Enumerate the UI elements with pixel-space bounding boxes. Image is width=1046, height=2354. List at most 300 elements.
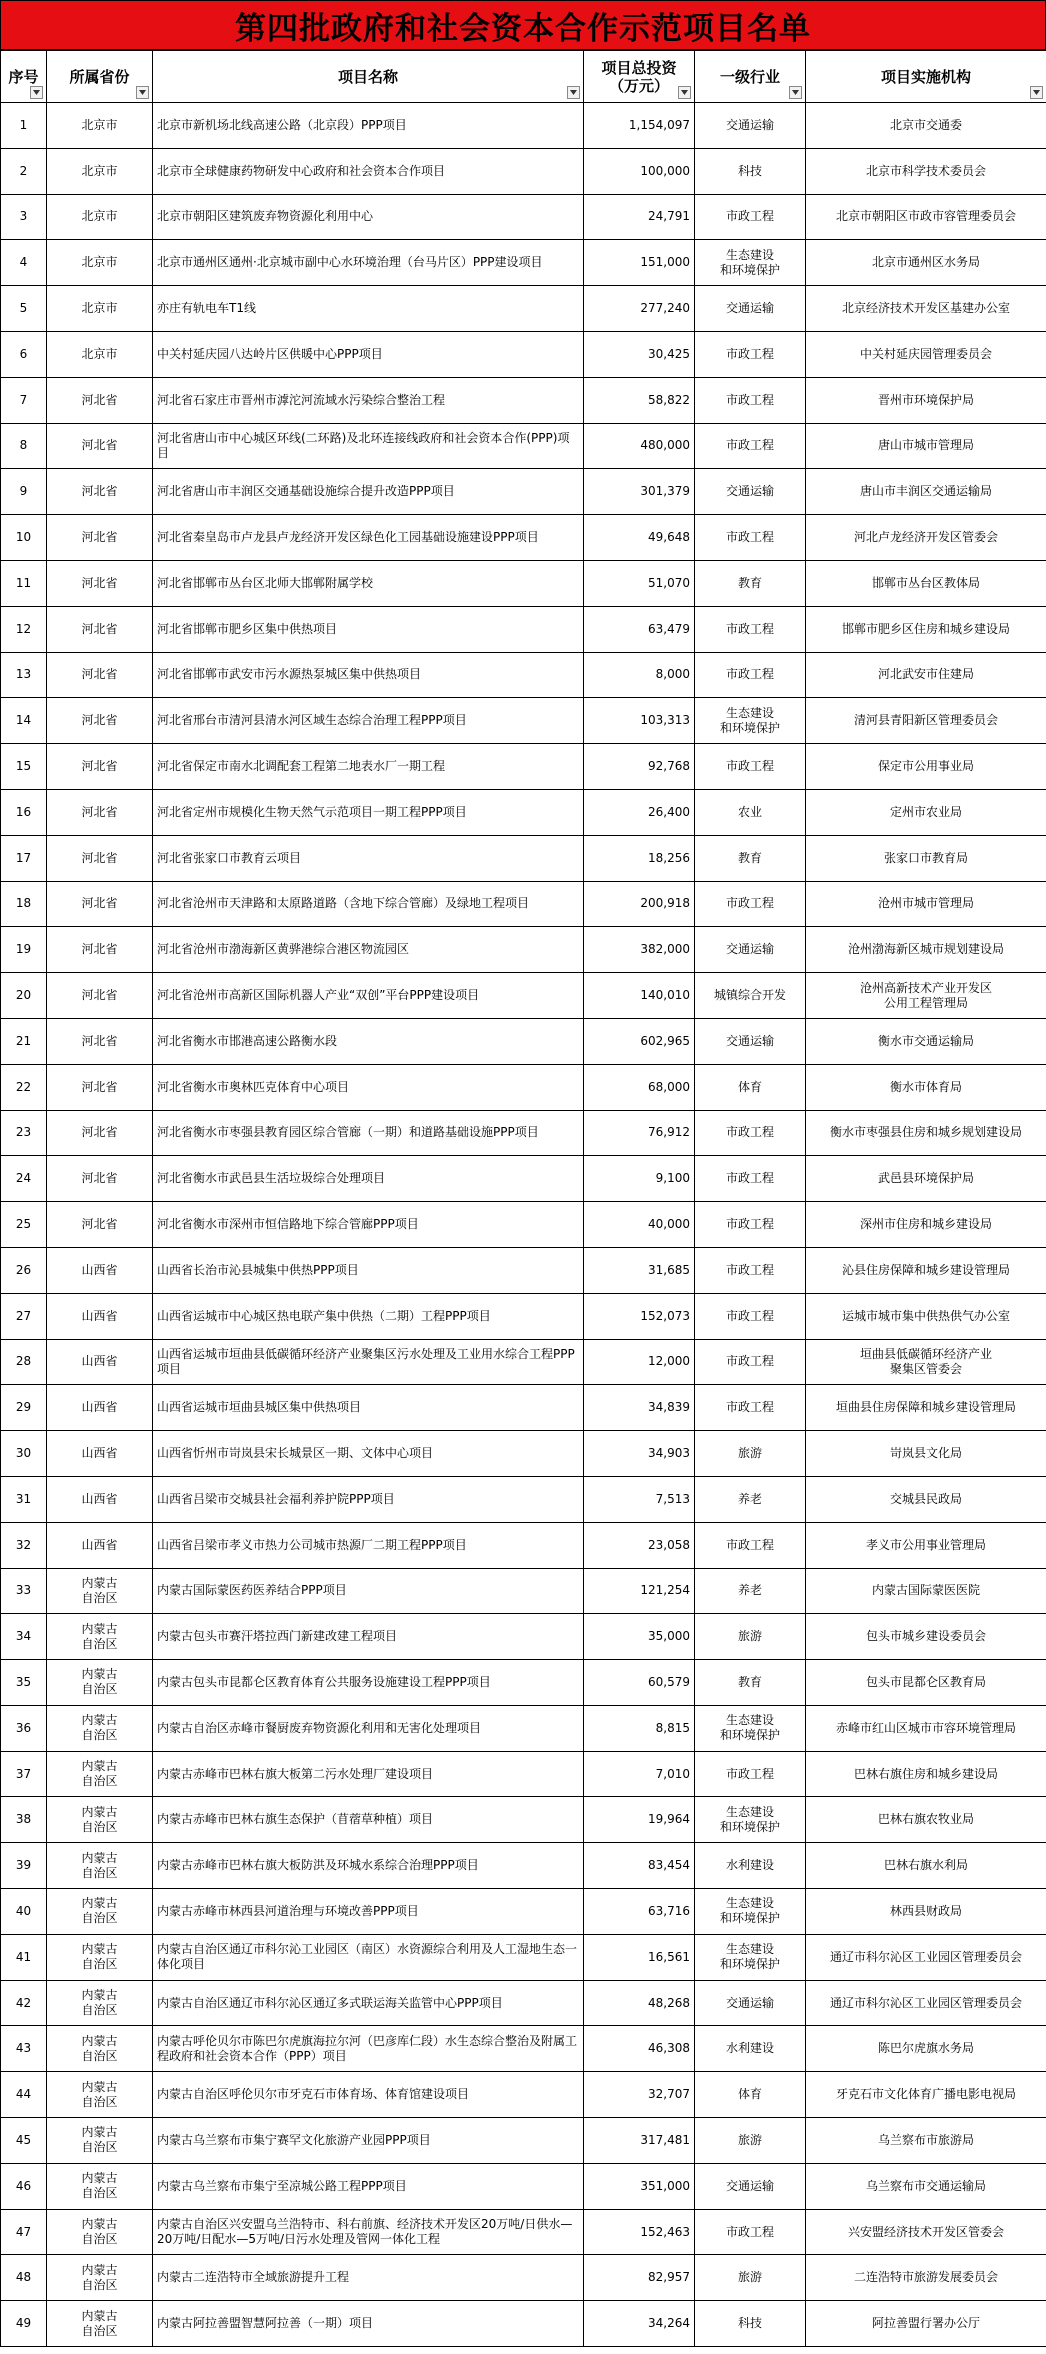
cell-organization[interactable]: 北京市朝阳区市政市容管理委员会: [806, 194, 1046, 240]
cell-organization[interactable]: 陈巴尔虎旗水务局: [806, 2026, 1046, 2072]
cell-investment[interactable]: 48,268: [584, 1980, 695, 2026]
cell-industry[interactable]: 体育: [695, 2072, 806, 2118]
cell-industry[interactable]: 市政工程: [695, 331, 806, 377]
cell-seq[interactable]: 42: [1, 1980, 47, 2026]
cell-industry[interactable]: 交通运输: [695, 2163, 806, 2209]
cell-project-name[interactable]: 北京市全球健康药物研发中心政府和社会资本合作项目: [153, 148, 584, 194]
cell-organization[interactable]: 邯郸市肥乡区住房和城乡建设局: [806, 606, 1046, 652]
cell-organization[interactable]: 张家口市教育局: [806, 835, 1046, 881]
cell-project-name[interactable]: 河北省张家口市教育云项目: [153, 835, 584, 881]
cell-province[interactable]: 山西省: [47, 1385, 153, 1431]
cell-industry[interactable]: 交通运输: [695, 469, 806, 515]
cell-investment[interactable]: 83,454: [584, 1843, 695, 1889]
cell-organization[interactable]: 衡水市枣强县住房和城乡规划建设局: [806, 1110, 1046, 1156]
cell-industry[interactable]: 生态建设 和环境保护: [695, 240, 806, 286]
cell-organization[interactable]: 阿拉善盟行署办公厅: [806, 2301, 1046, 2347]
cell-organization[interactable]: 交城县民政局: [806, 1476, 1046, 1522]
cell-investment[interactable]: 103,313: [584, 698, 695, 744]
cell-seq[interactable]: 17: [1, 835, 47, 881]
cell-province[interactable]: 北京市: [47, 331, 153, 377]
cell-project-name[interactable]: 内蒙古乌兰察布市集宁赛罕文化旅游产业园PPP项目: [153, 2118, 584, 2164]
cell-province[interactable]: 内蒙古 自治区: [47, 1980, 153, 2026]
cell-province[interactable]: 河北省: [47, 1202, 153, 1248]
cell-organization[interactable]: 河北武安市住建局: [806, 652, 1046, 698]
cell-province[interactable]: 河北省: [47, 698, 153, 744]
cell-province[interactable]: 河北省: [47, 744, 153, 790]
cell-project-name[interactable]: 河北省沧州市渤海新区黄骅港综合港区物流园区: [153, 927, 584, 973]
cell-province[interactable]: 内蒙古 自治区: [47, 1889, 153, 1935]
cell-project-name[interactable]: 内蒙古赤峰市巴林右旗生态保护（苜蓿草种植）项目: [153, 1797, 584, 1843]
cell-seq[interactable]: 24: [1, 1156, 47, 1202]
cell-province[interactable]: 山西省: [47, 1247, 153, 1293]
cell-organization[interactable]: 沁县住房保障和城乡建设管理局: [806, 1247, 1046, 1293]
cell-investment[interactable]: 30,425: [584, 331, 695, 377]
cell-industry[interactable]: 农业: [695, 789, 806, 835]
cell-seq[interactable]: 6: [1, 331, 47, 377]
cell-organization[interactable]: 沧州市城市管理局: [806, 881, 1046, 927]
cell-industry[interactable]: 交通运输: [695, 1018, 806, 1064]
cell-organization[interactable]: 巴林右旗农牧业局: [806, 1797, 1046, 1843]
filter-dropdown-icon[interactable]: [136, 86, 149, 99]
cell-investment[interactable]: 480,000: [584, 423, 695, 469]
cell-province[interactable]: 内蒙古 自治区: [47, 1797, 153, 1843]
cell-industry[interactable]: 市政工程: [695, 652, 806, 698]
cell-province[interactable]: 山西省: [47, 1431, 153, 1477]
cell-organization[interactable]: 武邑县环境保护局: [806, 1156, 1046, 1202]
cell-industry[interactable]: 市政工程: [695, 1339, 806, 1385]
cell-project-name[interactable]: 内蒙古赤峰市巴林右旗大板防洪及环城水系综合治理PPP项目: [153, 1843, 584, 1889]
cell-project-name[interactable]: 河北省邯郸市丛台区北师大邯郸附属学校: [153, 560, 584, 606]
cell-investment[interactable]: 32,707: [584, 2072, 695, 2118]
cell-investment[interactable]: 121,254: [584, 1568, 695, 1614]
cell-project-name[interactable]: 内蒙古赤峰市林西县河道治理与环境改善PPP项目: [153, 1889, 584, 1935]
cell-organization[interactable]: 北京市科学技术委员会: [806, 148, 1046, 194]
cell-project-name[interactable]: 内蒙古自治区通辽市科尔沁工业园区（南区）水资源综合利用及人工湿地生态一体化项目: [153, 1934, 584, 1980]
cell-project-name[interactable]: 河北省定州市规模化生物天然气示范项目一期工程PPP项目: [153, 789, 584, 835]
filter-dropdown-icon[interactable]: [30, 86, 43, 99]
cell-province[interactable]: 山西省: [47, 1339, 153, 1385]
cell-project-name[interactable]: 河北省邯郸市肥乡区集中供热项目: [153, 606, 584, 652]
cell-organization[interactable]: 林西县财政局: [806, 1889, 1046, 1935]
cell-seq[interactable]: 9: [1, 469, 47, 515]
cell-project-name[interactable]: 山西省吕梁市孝义市热力公司城市热源厂二期工程PPP项目: [153, 1522, 584, 1568]
cell-organization[interactable]: 垣曲县低碳循环经济产业 聚集区管委会: [806, 1339, 1046, 1385]
cell-seq[interactable]: 30: [1, 1431, 47, 1477]
cell-investment[interactable]: 152,463: [584, 2209, 695, 2255]
filter-dropdown-icon[interactable]: [567, 86, 580, 99]
cell-investment[interactable]: 31,685: [584, 1247, 695, 1293]
cell-seq[interactable]: 38: [1, 1797, 47, 1843]
cell-province[interactable]: 河北省: [47, 973, 153, 1019]
cell-province[interactable]: 北京市: [47, 286, 153, 332]
cell-project-name[interactable]: 河北省沧州市天津路和太原路道路（含地下综合管廊）及绿地工程项目: [153, 881, 584, 927]
cell-organization[interactable]: 保定市公用事业局: [806, 744, 1046, 790]
cell-organization[interactable]: 沧州高新技术产业开发区 公用工程管理局: [806, 973, 1046, 1019]
cell-industry[interactable]: 养老: [695, 1476, 806, 1522]
cell-province[interactable]: 河北省: [47, 515, 153, 561]
cell-seq[interactable]: 41: [1, 1934, 47, 1980]
cell-organization[interactable]: 垣曲县住房保障和城乡建设管理局: [806, 1385, 1046, 1431]
cell-project-name[interactable]: 山西省吕梁市交城县社会福利养护院PPP项目: [153, 1476, 584, 1522]
cell-organization[interactable]: 清河县青阳新区管理委员会: [806, 698, 1046, 744]
cell-industry[interactable]: 市政工程: [695, 377, 806, 423]
cell-organization[interactable]: 巴林右旗水利局: [806, 1843, 1046, 1889]
cell-industry[interactable]: 教育: [695, 835, 806, 881]
cell-industry[interactable]: 市政工程: [695, 1110, 806, 1156]
cell-seq[interactable]: 26: [1, 1247, 47, 1293]
filter-dropdown-icon[interactable]: [789, 86, 802, 99]
cell-organization[interactable]: 内蒙古国际蒙医医院: [806, 1568, 1046, 1614]
cell-project-name[interactable]: 内蒙古自治区兴安盟乌兰浩特市、科右前旗、经济技术开发区20万吨/日供水—20万吨/日配水—5万吨/日污水处理及管网一体化工程: [153, 2209, 584, 2255]
cell-investment[interactable]: 140,010: [584, 973, 695, 1019]
cell-investment[interactable]: 26,400: [584, 789, 695, 835]
cell-organization[interactable]: 晋州市环境保护局: [806, 377, 1046, 423]
cell-investment[interactable]: 23,058: [584, 1522, 695, 1568]
cell-industry[interactable]: 市政工程: [695, 423, 806, 469]
cell-industry[interactable]: 市政工程: [695, 1751, 806, 1797]
cell-province[interactable]: 内蒙古 自治区: [47, 2301, 153, 2347]
cell-province[interactable]: 河北省: [47, 789, 153, 835]
cell-seq[interactable]: 23: [1, 1110, 47, 1156]
cell-province[interactable]: 内蒙古 自治区: [47, 2118, 153, 2164]
cell-investment[interactable]: 1,154,097: [584, 103, 695, 149]
cell-province[interactable]: 内蒙古 自治区: [47, 1843, 153, 1889]
cell-seq[interactable]: 33: [1, 1568, 47, 1614]
cell-seq[interactable]: 44: [1, 2072, 47, 2118]
cell-organization[interactable]: 北京市通州区水务局: [806, 240, 1046, 286]
cell-industry[interactable]: 水利建设: [695, 2026, 806, 2072]
cell-seq[interactable]: 49: [1, 2301, 47, 2347]
cell-province[interactable]: 内蒙古 自治区: [47, 2163, 153, 2209]
cell-industry[interactable]: 市政工程: [695, 744, 806, 790]
cell-industry[interactable]: 市政工程: [695, 1522, 806, 1568]
cell-investment[interactable]: 16,561: [584, 1934, 695, 1980]
cell-industry[interactable]: 科技: [695, 148, 806, 194]
cell-project-name[interactable]: 河北省秦皇岛市卢龙县卢龙经济开发区绿色化工园基础设施建设PPP项目: [153, 515, 584, 561]
cell-investment[interactable]: 12,000: [584, 1339, 695, 1385]
cell-investment[interactable]: 58,822: [584, 377, 695, 423]
cell-investment[interactable]: 8,000: [584, 652, 695, 698]
cell-project-name[interactable]: 北京市朝阳区建筑废弃物资源化利用中心: [153, 194, 584, 240]
cell-investment[interactable]: 8,815: [584, 1705, 695, 1751]
cell-organization[interactable]: 衡水市体育局: [806, 1064, 1046, 1110]
cell-seq[interactable]: 11: [1, 560, 47, 606]
cell-province[interactable]: 内蒙古 自治区: [47, 1705, 153, 1751]
cell-seq[interactable]: 13: [1, 652, 47, 698]
cell-organization[interactable]: 北京经济技术开发区基建办公室: [806, 286, 1046, 332]
cell-industry[interactable]: 生态建设 和环境保护: [695, 1934, 806, 1980]
cell-province[interactable]: 河北省: [47, 881, 153, 927]
cell-province[interactable]: 山西省: [47, 1522, 153, 1568]
cell-project-name[interactable]: 河北省沧州市高新区国际机器人产业“双创”平台PPP建设项目: [153, 973, 584, 1019]
cell-organization[interactable]: 通辽市科尔沁区工业园区管理委员会: [806, 1934, 1046, 1980]
cell-project-name[interactable]: 山西省忻州市岢岚县宋长城景区一期、文体中心项目: [153, 1431, 584, 1477]
cell-project-name[interactable]: 河北省唐山市中心城区环线(二环路)及北环连接线政府和社会资本合作(PPP)项目: [153, 423, 584, 469]
cell-project-name[interactable]: 山西省运城市垣曲县低碳循环经济产业聚集区污水处理及工业用水综合工程PPP项目: [153, 1339, 584, 1385]
cell-seq[interactable]: 28: [1, 1339, 47, 1385]
cell-organization[interactable]: 沧州渤海新区城市规划建设局: [806, 927, 1046, 973]
cell-investment[interactable]: 34,264: [584, 2301, 695, 2347]
cell-organization[interactable]: 运城市城市集中供热供气办公室: [806, 1293, 1046, 1339]
cell-organization[interactable]: 通辽市科尔沁区工业园区管理委员会: [806, 1980, 1046, 2026]
cell-project-name[interactable]: 山西省长治市沁县城集中供热PPP项目: [153, 1247, 584, 1293]
cell-investment[interactable]: 68,000: [584, 1064, 695, 1110]
cell-industry[interactable]: 市政工程: [695, 2209, 806, 2255]
cell-project-name[interactable]: 北京市通州区通州·北京城市副中心水环境治理（台马片区）PPP建设项目: [153, 240, 584, 286]
cell-organization[interactable]: 北京市交通委: [806, 103, 1046, 149]
cell-project-name[interactable]: 河北省邯郸市武安市污水源热泵城区集中供热项目: [153, 652, 584, 698]
cell-province[interactable]: 河北省: [47, 606, 153, 652]
cell-project-name[interactable]: 内蒙古二连浩特市全域旅游提升工程: [153, 2255, 584, 2301]
cell-project-name[interactable]: 内蒙古赤峰市巴林右旗大板第二污水处理厂建设项目: [153, 1751, 584, 1797]
cell-province[interactable]: 河北省: [47, 1064, 153, 1110]
cell-project-name[interactable]: 内蒙古国际蒙医药医养结合PPP项目: [153, 1568, 584, 1614]
cell-investment[interactable]: 18,256: [584, 835, 695, 881]
cell-industry[interactable]: 养老: [695, 1568, 806, 1614]
cell-organization[interactable]: 乌兰察布市旅游局: [806, 2118, 1046, 2164]
cell-project-name[interactable]: 北京市新机场北线高速公路（北京段）PPP项目: [153, 103, 584, 149]
cell-province[interactable]: 山西省: [47, 1476, 153, 1522]
cell-province[interactable]: 河北省: [47, 1110, 153, 1156]
cell-province[interactable]: 内蒙古 自治区: [47, 1660, 153, 1706]
cell-project-name[interactable]: 内蒙古自治区通辽市科尔沁区通辽多式联运海关监管中心PPP项目: [153, 1980, 584, 2026]
cell-seq[interactable]: 45: [1, 2118, 47, 2164]
cell-province[interactable]: 河北省: [47, 1018, 153, 1064]
cell-project-name[interactable]: 河北省保定市南水北调配套工程第二地表水厂一期工程: [153, 744, 584, 790]
cell-province[interactable]: 山西省: [47, 1293, 153, 1339]
cell-seq[interactable]: 32: [1, 1522, 47, 1568]
cell-seq[interactable]: 5: [1, 286, 47, 332]
cell-province[interactable]: 内蒙古 自治区: [47, 2209, 153, 2255]
cell-industry[interactable]: 市政工程: [695, 881, 806, 927]
cell-seq[interactable]: 34: [1, 1614, 47, 1660]
cell-project-name[interactable]: 河北省邢台市清河县清水河区域生态综合治理工程PPP项目: [153, 698, 584, 744]
cell-seq[interactable]: 15: [1, 744, 47, 790]
cell-industry[interactable]: 旅游: [695, 2118, 806, 2164]
cell-investment[interactable]: 92,768: [584, 744, 695, 790]
cell-seq[interactable]: 40: [1, 1889, 47, 1935]
cell-seq[interactable]: 4: [1, 240, 47, 286]
cell-investment[interactable]: 63,479: [584, 606, 695, 652]
cell-investment[interactable]: 277,240: [584, 286, 695, 332]
cell-investment[interactable]: 34,839: [584, 1385, 695, 1431]
cell-province[interactable]: 内蒙古 自治区: [47, 1751, 153, 1797]
cell-investment[interactable]: 46,308: [584, 2026, 695, 2072]
cell-industry[interactable]: 交通运输: [695, 927, 806, 973]
cell-investment[interactable]: 9,100: [584, 1156, 695, 1202]
cell-seq[interactable]: 39: [1, 1843, 47, 1889]
cell-organization[interactable]: 孝义市公用事业管理局: [806, 1522, 1046, 1568]
cell-industry[interactable]: 生态建设 和环境保护: [695, 1797, 806, 1843]
cell-organization[interactable]: 唐山市丰润区交通运输局: [806, 469, 1046, 515]
cell-investment[interactable]: 51,070: [584, 560, 695, 606]
cell-industry[interactable]: 市政工程: [695, 194, 806, 240]
cell-project-name[interactable]: 内蒙古乌兰察布市集宁至凉城公路工程PPP项目: [153, 2163, 584, 2209]
cell-organization[interactable]: 二连浩特市旅游发展委员会: [806, 2255, 1046, 2301]
cell-investment[interactable]: 82,957: [584, 2255, 695, 2301]
cell-province[interactable]: 北京市: [47, 103, 153, 149]
cell-seq[interactable]: 20: [1, 973, 47, 1019]
cell-investment[interactable]: 63,716: [584, 1889, 695, 1935]
cell-seq[interactable]: 19: [1, 927, 47, 973]
cell-industry[interactable]: 市政工程: [695, 1202, 806, 1248]
cell-seq[interactable]: 10: [1, 515, 47, 561]
cell-organization[interactable]: 定州市农业局: [806, 789, 1046, 835]
cell-seq[interactable]: 29: [1, 1385, 47, 1431]
cell-seq[interactable]: 47: [1, 2209, 47, 2255]
cell-investment[interactable]: 7,010: [584, 1751, 695, 1797]
cell-investment[interactable]: 200,918: [584, 881, 695, 927]
cell-organization[interactable]: 包头市昆都仑区教育局: [806, 1660, 1046, 1706]
cell-seq[interactable]: 8: [1, 423, 47, 469]
cell-industry[interactable]: 城镇综合开发: [695, 973, 806, 1019]
cell-seq[interactable]: 46: [1, 2163, 47, 2209]
cell-industry[interactable]: 教育: [695, 1660, 806, 1706]
cell-investment[interactable]: 7,513: [584, 1476, 695, 1522]
cell-industry[interactable]: 生态建设 和环境保护: [695, 1889, 806, 1935]
cell-industry[interactable]: 市政工程: [695, 515, 806, 561]
cell-industry[interactable]: 市政工程: [695, 606, 806, 652]
cell-province[interactable]: 河北省: [47, 377, 153, 423]
cell-province[interactable]: 北京市: [47, 240, 153, 286]
cell-province[interactable]: 河北省: [47, 560, 153, 606]
cell-investment[interactable]: 351,000: [584, 2163, 695, 2209]
cell-project-name[interactable]: 河北省唐山市丰润区交通基础设施综合提升改造PPP项目: [153, 469, 584, 515]
cell-province[interactable]: 河北省: [47, 835, 153, 881]
cell-investment[interactable]: 100,000: [584, 148, 695, 194]
cell-project-name[interactable]: 河北省衡水市枣强县教育园区综合管廊（一期）和道路基础设施PPP项目: [153, 1110, 584, 1156]
cell-province[interactable]: 河北省: [47, 1156, 153, 1202]
cell-project-name[interactable]: 内蒙古自治区赤峰市餐厨废弃物资源化利用和无害化处理项目: [153, 1705, 584, 1751]
cell-seq[interactable]: 21: [1, 1018, 47, 1064]
cell-investment[interactable]: 301,379: [584, 469, 695, 515]
cell-project-name[interactable]: 河北省衡水市武邑县生活垃圾综合处理项目: [153, 1156, 584, 1202]
cell-organization[interactable]: 唐山市城市管理局: [806, 423, 1046, 469]
cell-seq[interactable]: 31: [1, 1476, 47, 1522]
cell-province[interactable]: 河北省: [47, 469, 153, 515]
cell-seq[interactable]: 14: [1, 698, 47, 744]
cell-project-name[interactable]: 山西省运城市中心城区热电联产集中供热（二期）工程PPP项目: [153, 1293, 584, 1339]
cell-province[interactable]: 内蒙古 自治区: [47, 2255, 153, 2301]
cell-seq[interactable]: 7: [1, 377, 47, 423]
cell-seq[interactable]: 43: [1, 2026, 47, 2072]
cell-project-name[interactable]: 内蒙古呼伦贝尔市陈巴尔虎旗海拉尔河（巴彦库仁段）水生态综合整治及附属工程政府和社会资本合作（PPP）项目: [153, 2026, 584, 2072]
cell-investment[interactable]: 49,648: [584, 515, 695, 561]
filter-dropdown-icon[interactable]: [1030, 86, 1043, 99]
cell-province[interactable]: 内蒙古 自治区: [47, 1614, 153, 1660]
cell-province[interactable]: 河北省: [47, 652, 153, 698]
cell-project-name[interactable]: 河北省衡水市奥林匹克体育中心项目: [153, 1064, 584, 1110]
cell-project-name[interactable]: 内蒙古包头市赛汗塔拉西门新建改建工程项目: [153, 1614, 584, 1660]
cell-industry[interactable]: 旅游: [695, 1431, 806, 1477]
cell-industry[interactable]: 旅游: [695, 1614, 806, 1660]
cell-organization[interactable]: 中关村延庆园管理委员会: [806, 331, 1046, 377]
cell-seq[interactable]: 3: [1, 194, 47, 240]
cell-province[interactable]: 内蒙古 自治区: [47, 2026, 153, 2072]
cell-project-name[interactable]: 内蒙古包头市昆都仑区教育体育公共服务设施建设工程PPP项目: [153, 1660, 584, 1706]
cell-industry[interactable]: 市政工程: [695, 1247, 806, 1293]
cell-industry[interactable]: 水利建设: [695, 1843, 806, 1889]
cell-investment[interactable]: 382,000: [584, 927, 695, 973]
cell-seq[interactable]: 35: [1, 1660, 47, 1706]
cell-seq[interactable]: 22: [1, 1064, 47, 1110]
cell-investment[interactable]: 19,964: [584, 1797, 695, 1843]
cell-investment[interactable]: 602,965: [584, 1018, 695, 1064]
cell-seq[interactable]: 37: [1, 1751, 47, 1797]
cell-seq[interactable]: 27: [1, 1293, 47, 1339]
cell-province[interactable]: 内蒙古 自治区: [47, 1568, 153, 1614]
cell-project-name[interactable]: 河北省衡水市邯港高速公路衡水段: [153, 1018, 584, 1064]
cell-organization[interactable]: 牙克石市文化体育广播电影电视局: [806, 2072, 1046, 2118]
cell-province[interactable]: 北京市: [47, 194, 153, 240]
cell-industry[interactable]: 市政工程: [695, 1293, 806, 1339]
cell-province[interactable]: 河北省: [47, 927, 153, 973]
cell-seq[interactable]: 18: [1, 881, 47, 927]
cell-province[interactable]: 河北省: [47, 423, 153, 469]
cell-industry[interactable]: 交通运输: [695, 286, 806, 332]
cell-project-name[interactable]: 中关村延庆园八达岭片区供暖中心PPP项目: [153, 331, 584, 377]
cell-organization[interactable]: 包头市城乡建设委员会: [806, 1614, 1046, 1660]
cell-industry[interactable]: 生态建设 和环境保护: [695, 1705, 806, 1751]
cell-seq[interactable]: 25: [1, 1202, 47, 1248]
cell-seq[interactable]: 16: [1, 789, 47, 835]
cell-project-name[interactable]: 河北省衡水市深州市恒信路地下综合管廊PPP项目: [153, 1202, 584, 1248]
cell-seq[interactable]: 36: [1, 1705, 47, 1751]
cell-industry[interactable]: 交通运输: [695, 1980, 806, 2026]
cell-project-name[interactable]: 内蒙古自治区呼伦贝尔市牙克石市体育场、体育馆建设项目: [153, 2072, 584, 2118]
cell-investment[interactable]: 152,073: [584, 1293, 695, 1339]
cell-organization[interactable]: 兴安盟经济技术开发区管委会: [806, 2209, 1046, 2255]
cell-organization[interactable]: 赤峰市红山区城市市容环境管理局: [806, 1705, 1046, 1751]
cell-project-name[interactable]: 山西省运城市垣曲县城区集中供热项目: [153, 1385, 584, 1431]
cell-project-name[interactable]: 内蒙古阿拉善盟智慧阿拉善（一期）项目: [153, 2301, 584, 2347]
cell-project-name[interactable]: 亦庄有轨电车T1线: [153, 286, 584, 332]
cell-investment[interactable]: 76,912: [584, 1110, 695, 1156]
cell-investment[interactable]: 317,481: [584, 2118, 695, 2164]
cell-organization[interactable]: 河北卢龙经济开发区管委会: [806, 515, 1046, 561]
cell-seq[interactable]: 12: [1, 606, 47, 652]
cell-organization[interactable]: 乌兰察布市交通运输局: [806, 2163, 1046, 2209]
cell-seq[interactable]: 48: [1, 2255, 47, 2301]
cell-investment[interactable]: 40,000: [584, 1202, 695, 1248]
cell-industry[interactable]: 市政工程: [695, 1156, 806, 1202]
cell-organization[interactable]: 邯郸市丛台区教体局: [806, 560, 1046, 606]
cell-industry[interactable]: 生态建设 和环境保护: [695, 698, 806, 744]
cell-industry[interactable]: 旅游: [695, 2255, 806, 2301]
cell-industry[interactable]: 科技: [695, 2301, 806, 2347]
cell-investment[interactable]: 24,791: [584, 194, 695, 240]
cell-investment[interactable]: 60,579: [584, 1660, 695, 1706]
cell-province[interactable]: 内蒙古 自治区: [47, 1934, 153, 1980]
cell-project-name[interactable]: 河北省石家庄市晋州市滹沱河流域水污染综合整治工程: [153, 377, 584, 423]
cell-industry[interactable]: 体育: [695, 1064, 806, 1110]
cell-investment[interactable]: 34,903: [584, 1431, 695, 1477]
cell-industry[interactable]: 教育: [695, 560, 806, 606]
cell-seq[interactable]: 2: [1, 148, 47, 194]
cell-investment[interactable]: 35,000: [584, 1614, 695, 1660]
cell-industry[interactable]: 市政工程: [695, 1385, 806, 1431]
filter-dropdown-icon[interactable]: [678, 86, 691, 99]
cell-province[interactable]: 北京市: [47, 148, 153, 194]
cell-seq[interactable]: 1: [1, 103, 47, 149]
cell-investment[interactable]: 151,000: [584, 240, 695, 286]
cell-industry[interactable]: 交通运输: [695, 103, 806, 149]
cell-organization[interactable]: 衡水市交通运输局: [806, 1018, 1046, 1064]
cell-province[interactable]: 内蒙古 自治区: [47, 2072, 153, 2118]
cell-organization[interactable]: 深州市住房和城乡建设局: [806, 1202, 1046, 1248]
cell-organization[interactable]: 巴林右旗住房和城乡建设局: [806, 1751, 1046, 1797]
cell-organization[interactable]: 岢岚县文化局: [806, 1431, 1046, 1477]
